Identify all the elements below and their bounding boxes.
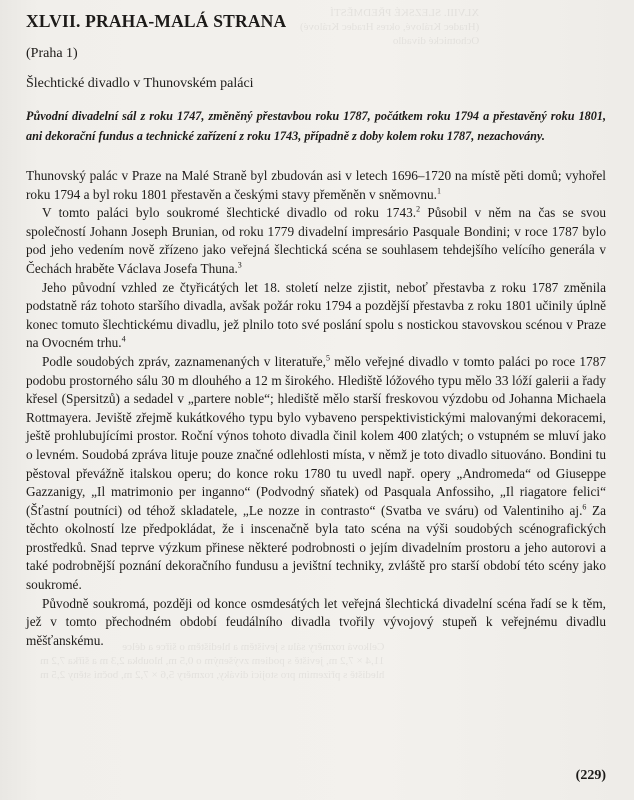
paragraph-3 <box>26 279 606 353</box>
venue-title: Šlechtické divadlo v Thunovském paláci <box>26 76 254 91</box>
show-through-text-top: XLVIII. SLEZSKÉ PŘEDMĚSTÍ (Hradec Králové, okres Hradec Králové) Ochotnické divadlo <box>300 7 480 47</box>
page-number: (229) <box>575 768 606 783</box>
show-through-text-bottom: Celková rozměry sálu s jevištěm a hledištěm o šířce a délce 11,4 × 7,2 m, jeviště s podiem zvýšeným o 0,5 m, hloubka 2,3 m a šířka 7,2 m hlediště s přízemím pro stojící diváky, rozměry 5,6 × 7,2 m, boční stěny 2,5 m <box>40 641 385 681</box>
paragraph-1 <box>26 167 606 204</box>
paragraph-4-text-end: Za těchto okolností lze předpokládat, že i inscenačně byla tato scéna na výši soudobých scénografických prostředků. Snad teprve výzkum přinese některé podrobnosti o jejím divadelním prostoru a jeho autorovi a také podrobnější poznání dekoračního fundusu a jevištní techniky, zvláště pro starší období této scény jako soukromé. <box>26 502 606 593</box>
body-text <box>26 167 606 650</box>
footnote-ref-3: 3 <box>237 260 242 270</box>
chapter-heading: XLVII. PRAHA-MALÁ STRANA <box>26 11 287 31</box>
summary-paragraph: Původní divadelní sál z roku 1747, změněný přestavbou roku 1787, počátkem roku 1794 a přestavěný roku 1801, ani dekorační fundus a technické zařízení z roku 1743, případně z doby kolem roku 1787, nezachovány. <box>26 109 606 143</box>
paragraph-2-text-after: Působil v něm na čas se svou společností Johann Joseph Brunian, od roku 1779 divadelní impresário Pasquale Bondini; v roce 1787 bylo pod jeho vedením nově zřízeno jako veřejná šlechtická scéna se souhlasem tehdejšího velícího generála v Čechách hraběte Václava Josefa Thuna. <box>26 205 606 276</box>
footnote-ref-1: 1 <box>437 186 442 196</box>
district-label: (Praha 1) <box>26 46 78 61</box>
footnote-ref-5: 5 <box>325 353 330 363</box>
page-content <box>26 10 606 650</box>
paragraph-3-text: Jeho původní vzhled ze čtyřicátých let 18. století nelze zjistit, neboť přestavba z roku 1787 změnila podstatně ráz tohoto staršího divadla, avšak požár roku 1794 a pozdější přestavba z roku 1801 učinily úplně konec tomuto šlechtickému divadlu, jež plnilo toto své poslání spolu s nostickou stavovskou scénou v Praze na Ovocném trhu. <box>26 279 606 351</box>
footnote-ref-6: 6 <box>582 502 587 512</box>
paragraph-4 <box>26 353 606 595</box>
footnote-ref-2: 2 <box>416 204 421 214</box>
paragraph-4-text-after: mělo veřejné divadlo v tomto paláci po roce 1787 podobu prostorného sálu 30 m dlouhého a 12 m širokého. Hlediště lóžového typu mělo 33 lóží galerii a řady křesel (Spersitzů) a sedadel v „partere noble“; hlediště mělo starší freskovou výzdobu od Johanna Michaela Rottmayera. Jeviště zřejmě kukátkového typu bylo vybaveno perspektivistickými malovanými dekoracemi, ještě prohlubujícími prostor. Roční výnos tohoto divadla činil kolem 400 zlatých; o vstupném se mluví jako o levném. Soudobá zpráva lituje pouze značné odlehlosti místa, v němž je toto divadlo situováno. Bondini tu pěstoval převážně italskou operu; do konce roku 1780 tu uvedl např. opery „Andromeda“ od Giuseppe Gazzanigy, „Il matrimonio per inganno“ (Podvodný sňatek) od Pasquala Anfossiho, „Il riagatore felici“ (Šťastní poutníci) od téhož skladatele, „Le nozze in contrasto“ (Svatba ve sváru) od Valentiniho aj. <box>26 353 606 518</box>
paragraph-2-text: V tomto paláci bylo soukromé šlechtické divadlo od roku 1743. <box>42 205 417 221</box>
paragraph-1-text: Thunovský palác v Praze na Malé Straně byl zbudován asi v letech 1696–1720 na místě pěti domů; vyhořel roku 1794 a byl roku 1801 přestavěn a českými stavy přeměněn v sněmovnu. <box>26 168 606 202</box>
paragraph-4-text: Podle soudobých zpráv, zaznamenaných v literatuře, <box>42 353 326 369</box>
paragraph-2 <box>26 204 606 278</box>
paragraph-5-text: Původně soukromá, později od konce osmdesátých let veřejná šlechtická divadelní scéna řadí se k těm, jež v tomto přechodném období feudálního divadla tvořily vývojový stupeň k veřejnému divadlu měšťanskému. <box>26 595 606 648</box>
footnote-ref-4: 4 <box>121 334 126 344</box>
